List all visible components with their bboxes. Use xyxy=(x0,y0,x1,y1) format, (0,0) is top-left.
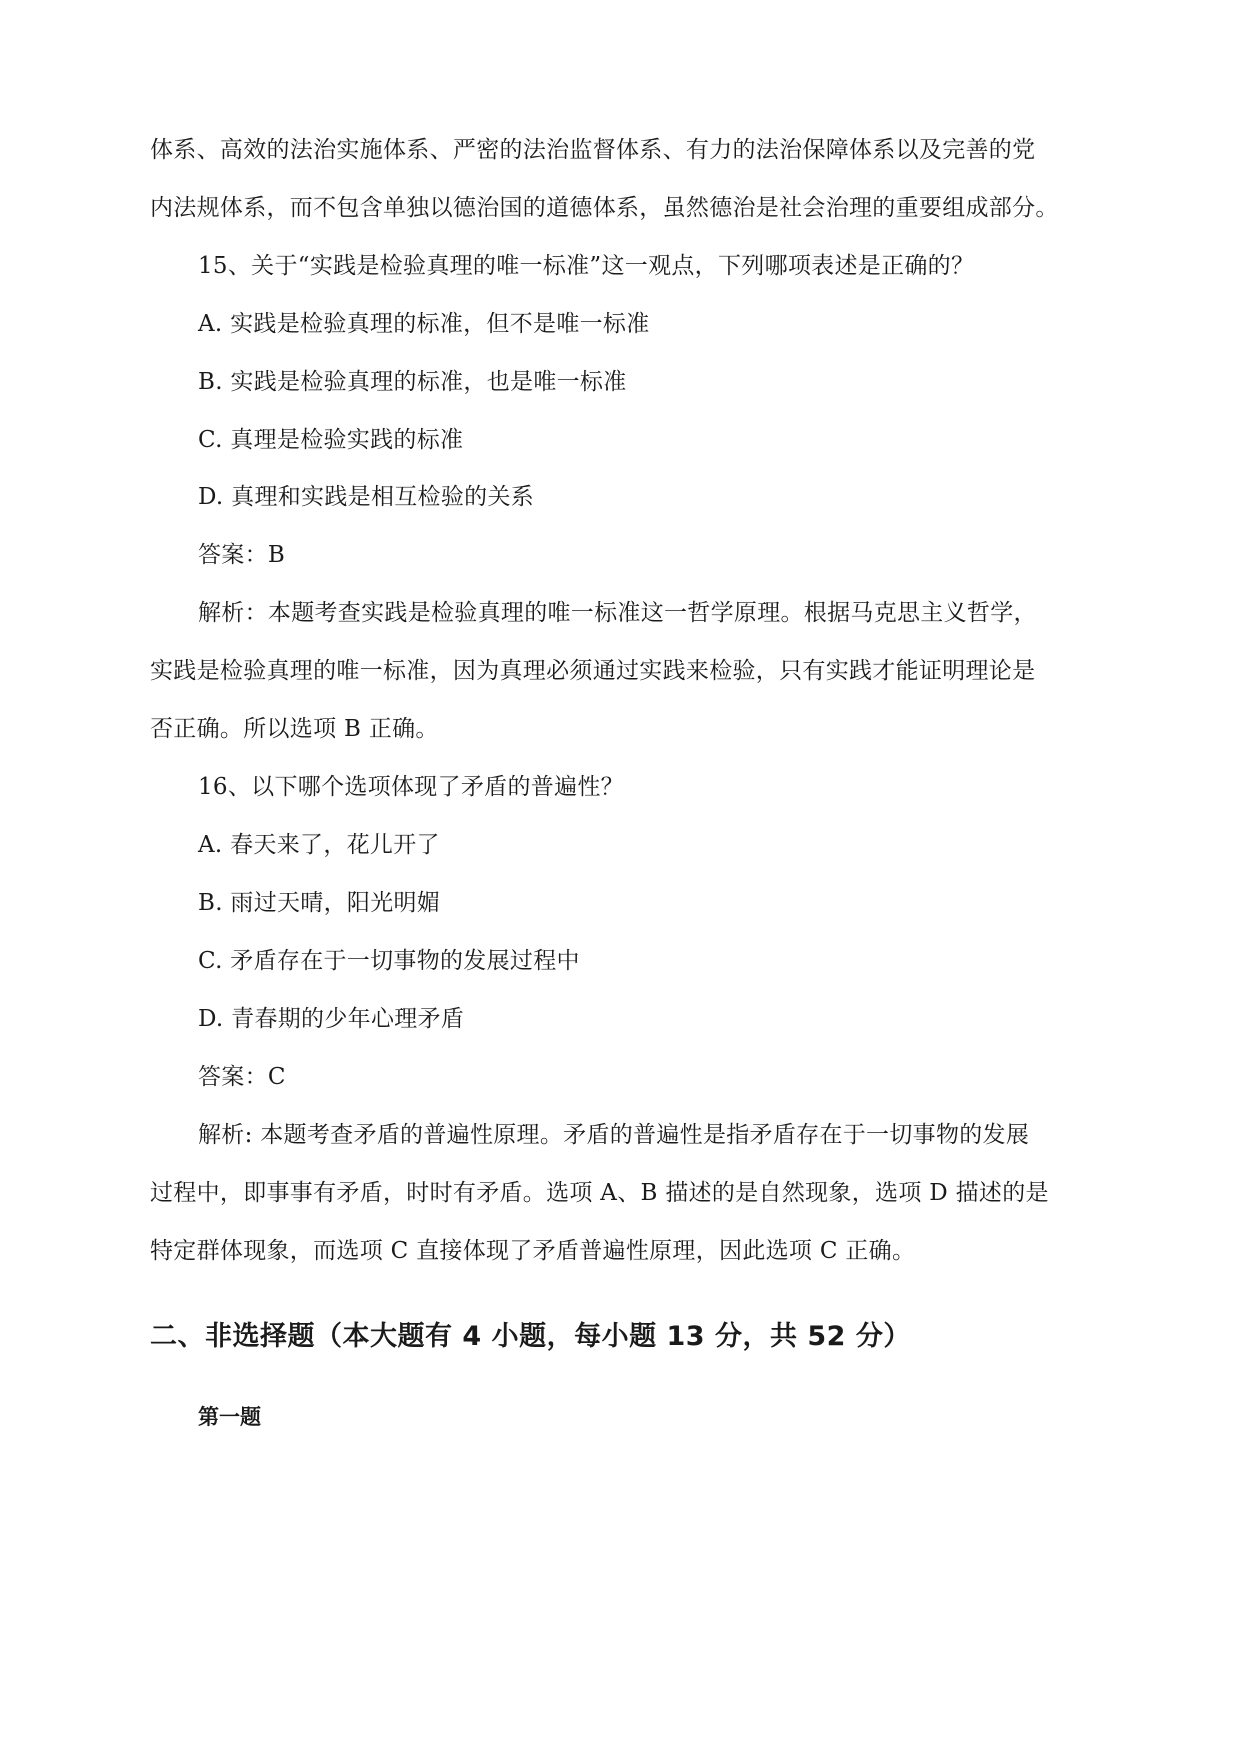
question-16-option-b: B. 雨过天晴，阳光明媚 xyxy=(198,890,441,916)
question-15-option-c: C. 真理是检验实践的标准 xyxy=(198,427,464,453)
section-title: 二、非选择题（本大题有 4 小题，每小题 13 分，共 52 分） xyxy=(150,1321,911,1352)
question-16-option-a: A. 春天来了，花儿开了 xyxy=(198,832,440,858)
intro-line-1: 体系、高效的法治实施体系、严密的法治监督体系、有力的法治保障体系以及完善的党 xyxy=(150,137,1036,163)
question-15-analysis-line-1: 解析：本题考查实践是检验真理的唯一标准这一哲学原理。根据马克思主义哲学， xyxy=(198,600,1037,626)
question-15-option-a: A. 实践是检验真理的标准，但不是唯一标准 xyxy=(198,311,650,337)
question-16-option-c: C. 矛盾存在于一切事物的发展过程中 xyxy=(198,948,580,974)
question-15-analysis-line-2: 实践是检验真理的唯一标准，因为真理必须通过实践来检验，只有实践才能证明理论是 xyxy=(150,658,1036,684)
question-16-answer: 答案：C xyxy=(198,1064,286,1090)
question-15-text: 15、关于“实践是检验真理的唯一标准”这一观点，下列哪项表述是正确的？ xyxy=(198,253,975,279)
question-16-option-d: D. 青春期的少年心理矛盾 xyxy=(198,1006,465,1032)
first-question-label: 第一题 xyxy=(198,1405,261,1429)
question-16-analysis-line-2: 过程中，即事事有矛盾，时时有矛盾。选项 A、B 描述的是自然现象，选项 D 描述的是 xyxy=(150,1180,1049,1206)
question-16-text: 16、以下哪个选项体现了矛盾的普遍性？ xyxy=(198,774,624,800)
question-15-option-b: B. 实践是检验真理的标准，也是唯一标准 xyxy=(198,369,627,395)
question-16-analysis-line-3: 特定群体现象，而选项 C 直接体现了矛盾普遍性原理，因此选项 C 正确。 xyxy=(150,1238,916,1264)
question-15-option-d: D. 真理和实践是相互检验的关系 xyxy=(198,484,535,510)
question-16-analysis-line-1: 解析: 本题考查矛盾的普遍性原理。矛盾的普遍性是指矛盾存在于一切事物的发展 xyxy=(198,1122,1030,1148)
intro-line-2: 内法规体系，而不包含单独以德治国的道德体系，虽然德治是社会治理的重要组成部分。 xyxy=(150,195,1059,221)
question-15-answer: 答案：B xyxy=(198,542,286,568)
question-15-analysis-line-3: 否正确。所以选项 B 正确。 xyxy=(150,716,439,742)
